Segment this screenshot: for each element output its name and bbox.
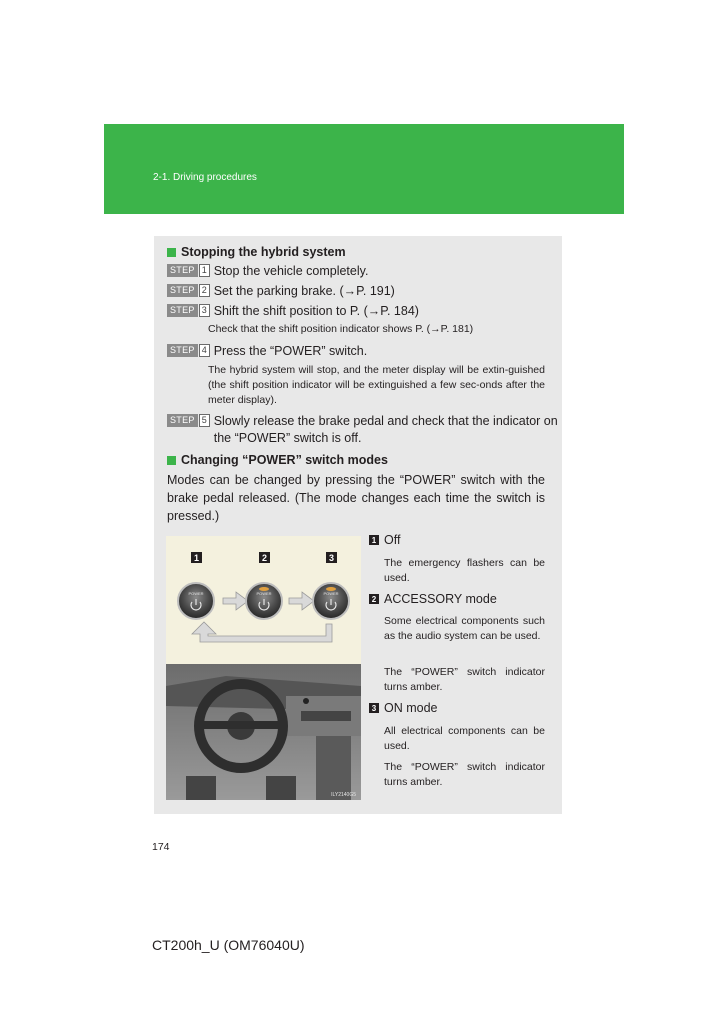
figure-illustration (166, 536, 361, 800)
figure-label-1: 1 (193, 553, 200, 563)
square-bullet-icon (167, 456, 176, 465)
section-title: 2-1. Driving procedures (153, 172, 257, 183)
page-number: 174 (152, 841, 170, 853)
button-label: POWER (256, 591, 272, 596)
mode-on-desc-2: The “POWER” switch indicator turns amber. (384, 761, 545, 788)
mode-on-desc-1: All electrical components can be used. (384, 725, 545, 752)
step-3-text: Shift the shift position to P. (→P. 184) (213, 304, 419, 318)
figure-label-2: 2 (261, 553, 268, 563)
step-5 (167, 413, 558, 447)
step-badge: STEP 2 (167, 284, 210, 297)
step-1-text: Stop the vehicle completely. (213, 264, 369, 278)
mode-accessory-desc-1: Some electrical components such as the audio system can be used. (384, 615, 545, 642)
step-5-text: Slowly release the brake pedal and check that the indicator on the “POWER” switch is off. (213, 414, 558, 445)
mode-number: 2 (369, 594, 379, 604)
figure-label-3: 3 (328, 553, 335, 563)
mode-accessory-title: ACCESSORY mode (384, 592, 497, 606)
mode-number: 3 (369, 703, 379, 713)
step-badge: STEP 1 (167, 264, 210, 277)
figure-code: ILY2140G5 (331, 792, 356, 798)
mode-on-title: ON mode (384, 701, 438, 715)
mode-off-title: Off (384, 533, 401, 547)
square-bullet-icon (167, 248, 176, 257)
power-switch-location (303, 698, 309, 704)
heading-stopping (167, 245, 346, 259)
step-2-text: Set the parking brake. (→P. 191) (213, 284, 395, 298)
step-1 (167, 263, 368, 280)
step-3-note: Check that the shift position indicator shows P. (→P. 181) (208, 323, 474, 335)
button-label: POWER (188, 591, 204, 596)
mode-on (369, 701, 438, 715)
step-4-note: The hybrid system will stop, and the meter display will be extin-guished (the shift position indicator will be extinguished a few sec-onds after the meter display). (208, 364, 545, 406)
step-badge: STEP 3 (167, 304, 210, 317)
header-band (104, 124, 624, 214)
step-2 (167, 283, 395, 300)
changing-paragraph: Modes can be changed by pressing the “POWER” switch with the brake pedal released. (The mode changes each time the switch is pressed.) (167, 473, 545, 523)
mode-accessory (369, 592, 497, 606)
heading-changing (167, 453, 388, 467)
step-4 (167, 343, 367, 360)
mode-off-desc: The emergency flashers can be used. (384, 557, 545, 584)
step-badge: STEP 4 (167, 344, 210, 357)
button-label: POWER (323, 591, 339, 596)
document-code: CT200h_U (OM76040U) (152, 937, 305, 953)
mode-accessory-desc-2: The “POWER” switch indicator turns amber. (384, 666, 545, 693)
step-badge: STEP 5 (167, 414, 210, 427)
mode-off (369, 533, 400, 547)
heading-stopping-text: Stopping the hybrid system (181, 245, 346, 259)
step-3 (167, 303, 419, 320)
power-switch-figure (166, 536, 361, 800)
mode-number: 1 (369, 535, 379, 545)
step-4-text: Press the “POWER” switch. (213, 344, 368, 358)
heading-changing-text: Changing “POWER” switch modes (181, 453, 388, 467)
